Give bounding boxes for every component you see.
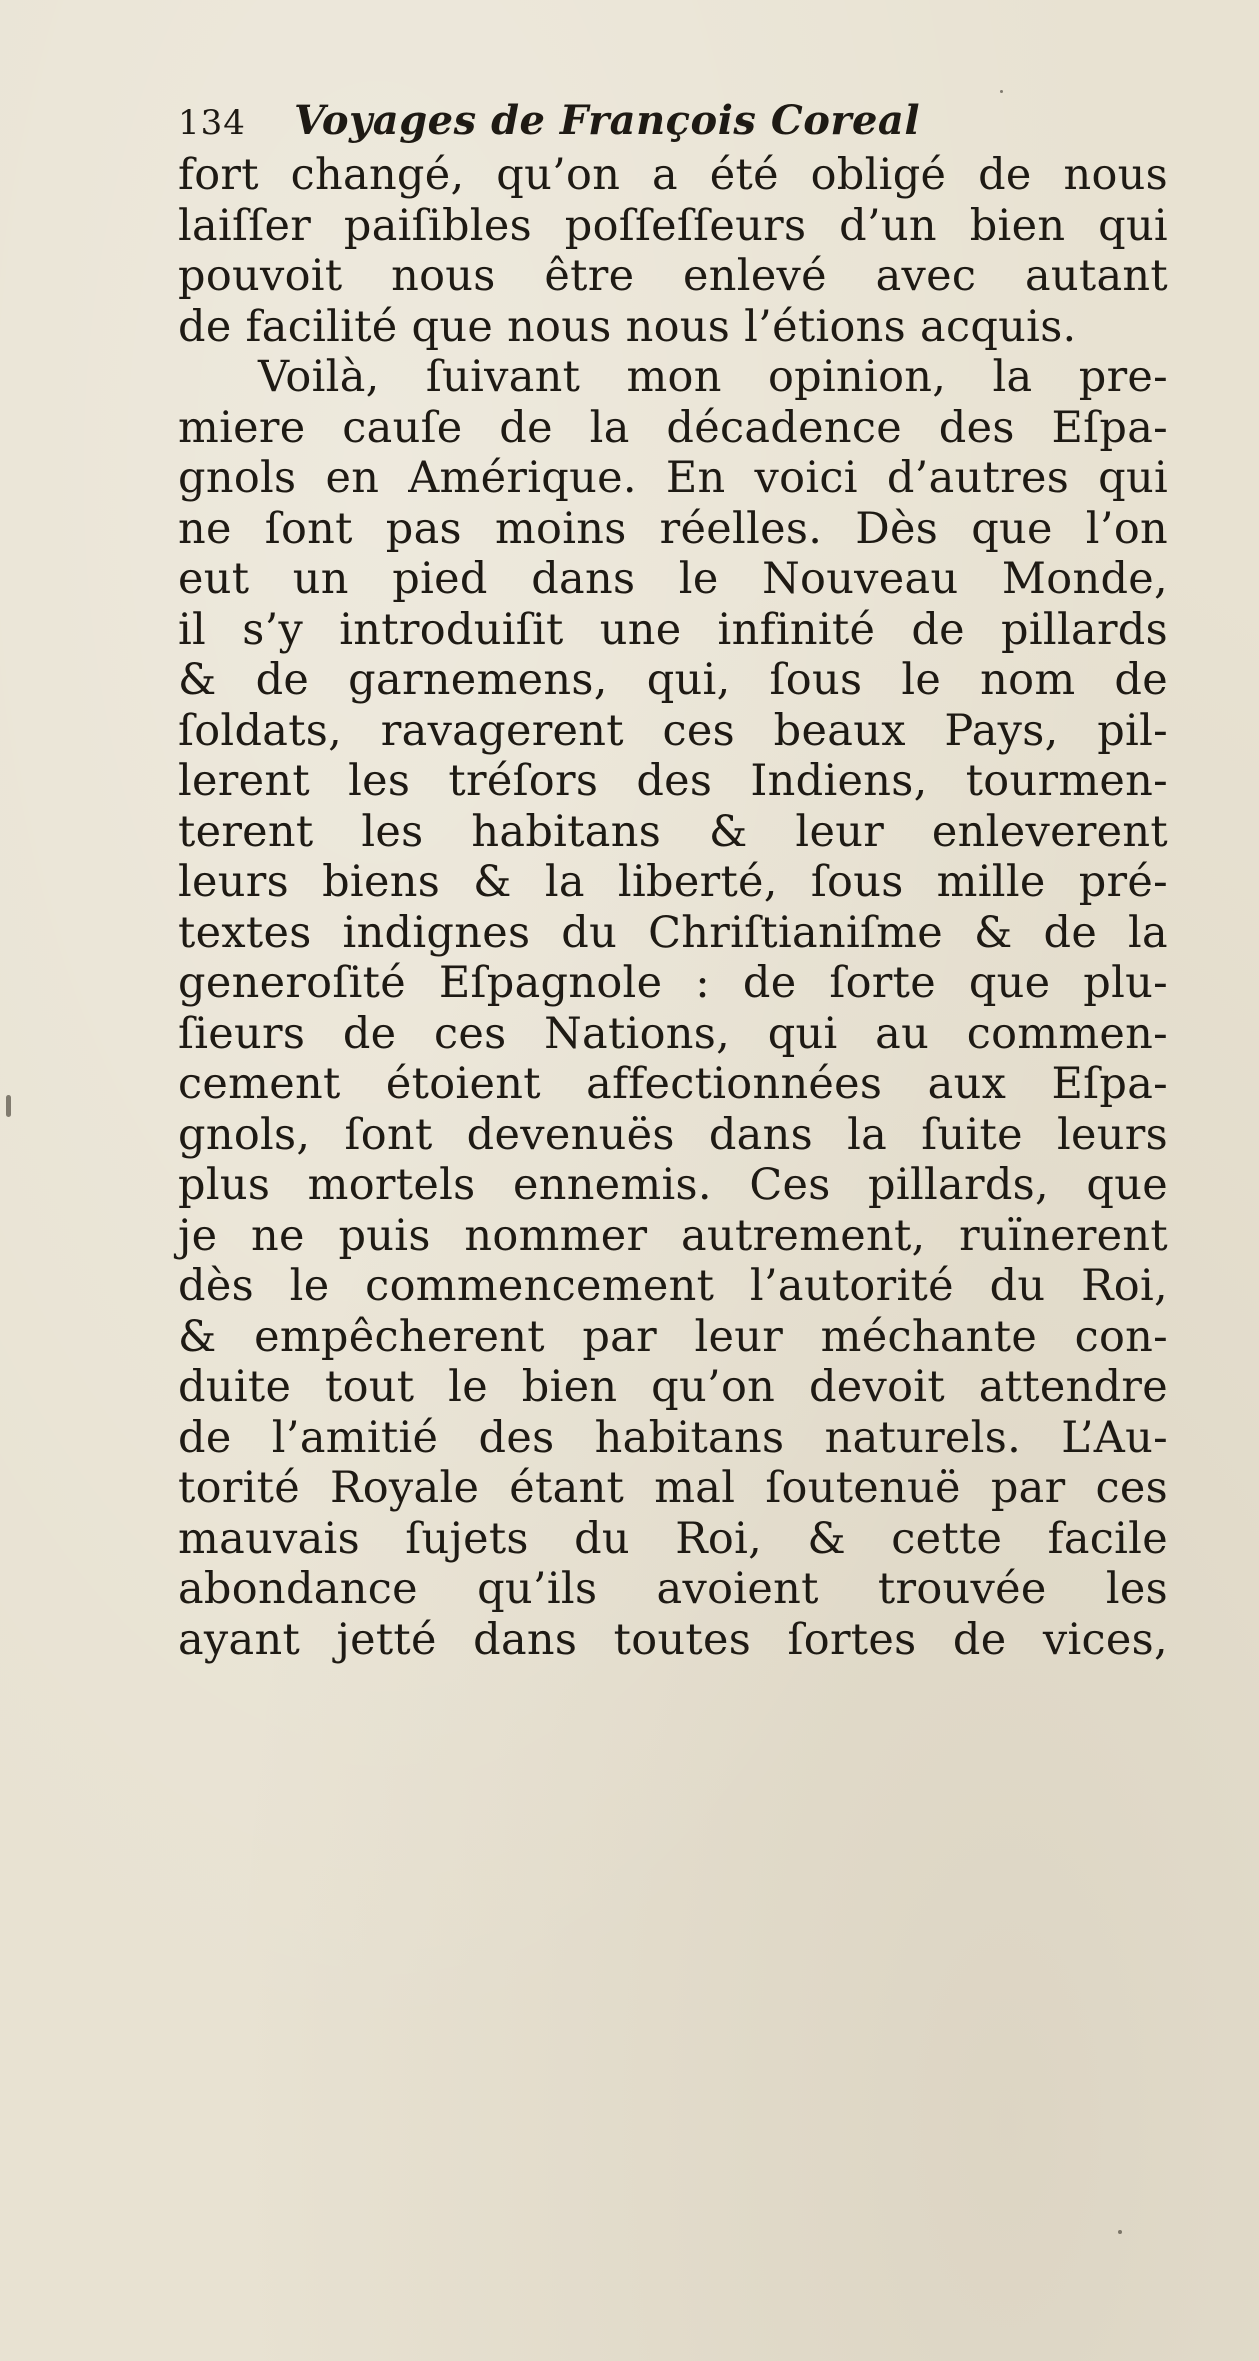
paper-speck	[1000, 90, 1003, 93]
paper-speck	[1118, 2230, 1122, 2234]
text-line: Voilà, ſuivant mon opinion, la pre-	[258, 352, 1168, 402]
text-line: de l’amitié des habitans naturels. L’Au-	[178, 1412, 1168, 1463]
text-line: miere cauſe de la décadence des Eſpa-	[178, 402, 1168, 453]
text-line: de facilité que nous nous l’étions acquis.	[178, 301, 1077, 352]
page-number: 134	[178, 103, 246, 143]
text-line: torité Royale étant mal ſoutenuë par ces	[178, 1463, 1168, 1513]
text-line: fort changé, qu’on a été obligé de nous	[178, 150, 1168, 200]
text-line: lerent les tréſors des Indiens, tourmen-	[178, 756, 1168, 806]
text-line: cement étoient affectionnées aux Eſpa-	[178, 1059, 1168, 1109]
page-header	[178, 96, 1078, 146]
text-line: mauvais ſujets du Roi, & cette facile	[178, 1513, 1168, 1564]
text-line: abondance qu’ils avoient trouvée les	[178, 1564, 1168, 1614]
text-line: eut un pied dans le Nouveau Monde,	[178, 554, 1168, 604]
text-line: & de garnemens, qui, ſous le nom de	[178, 655, 1168, 705]
text-line: leurs biens & la liberté, ſous mille pré-	[178, 857, 1168, 907]
text-line: ſoldats, ravagerent ces beaux Pays, pil-	[178, 705, 1168, 756]
text-line: & empêcherent par leur méchante con-	[178, 1311, 1168, 1362]
text-line: laiſſer paiſibles poſſeſſeurs d’un bien qui	[178, 200, 1168, 251]
text-line: ſieurs de ces Nations, qui au commen-	[178, 1008, 1168, 1059]
text-line: il s’y introduiſit une infinité de pillards	[178, 604, 1168, 655]
text-line: gnols en Amérique. En voici d’autres qui	[178, 453, 1168, 503]
text-line: pouvoit nous être enlevé avec autant	[178, 251, 1168, 301]
text-line: terent les habitans & leur enleverent	[178, 806, 1168, 857]
running-title: Voyages de François Coreal	[294, 97, 921, 144]
text-line: dès le commencement l’autorité du Roi,	[178, 1261, 1168, 1311]
text-line: duite tout le bien qu’on devoit attendre	[178, 1362, 1168, 1412]
body-text	[178, 150, 1168, 1665]
text-line: ayant jetté dans toutes ſortes de vices,	[178, 1614, 1168, 1665]
text-line: textes indignes du Chriſtianiſme & de la	[178, 907, 1168, 958]
text-line: generoſité Eſpagnole : de ſorte que plu-	[178, 958, 1168, 1008]
text-line: ne ſont pas moins réelles. Dès que l’on	[178, 503, 1168, 554]
paper-speck	[6, 1095, 11, 1117]
text-line: gnols, ſont devenuës dans la ſuite leurs	[178, 1109, 1168, 1160]
text-line: plus mortels ennemis. Ces pillards, que	[178, 1160, 1168, 1210]
text-line: je ne puis nommer autrement, ruïnerent	[178, 1210, 1168, 1261]
